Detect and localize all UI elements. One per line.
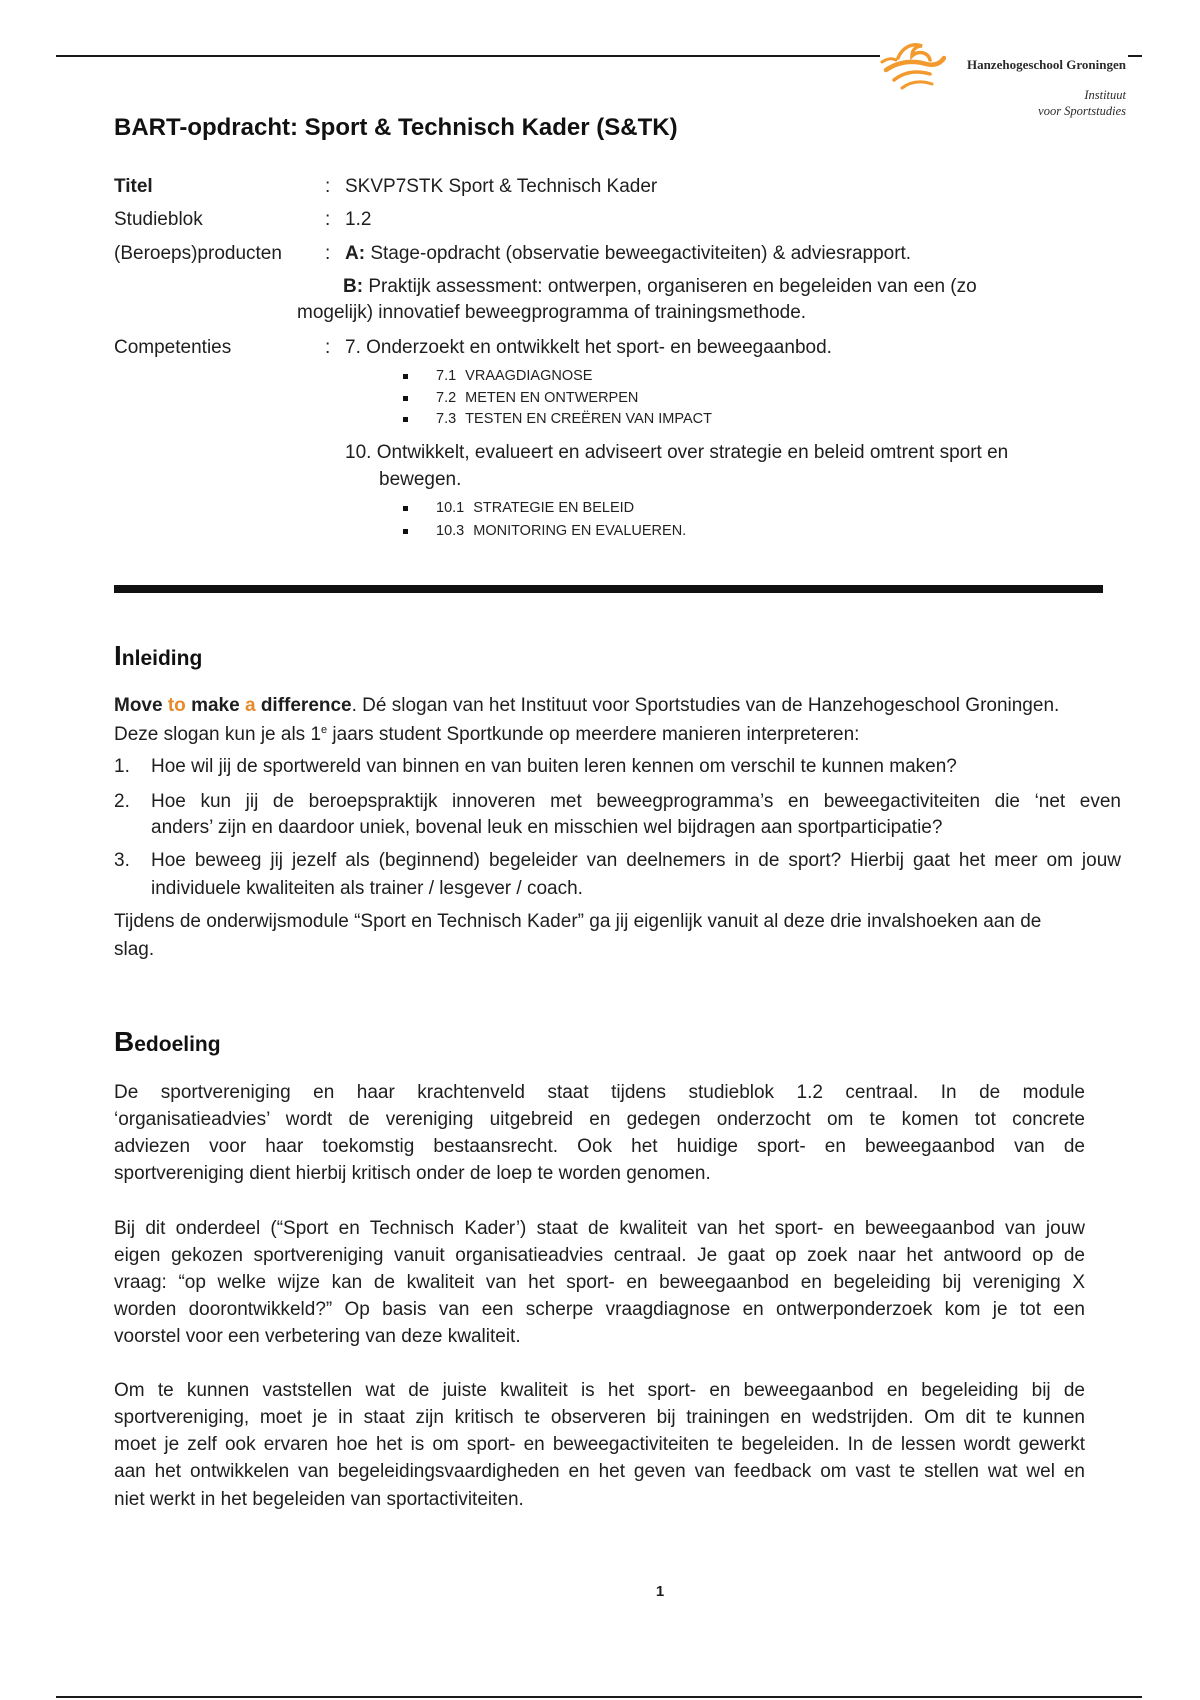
flame-emblem-icon bbox=[880, 36, 946, 94]
intro-line bbox=[114, 721, 859, 748]
list-item-line: individuele kwaliteiten als trainer / lesgever / coach. bbox=[151, 878, 583, 899]
slogan-rest: . Dé slogan van het Instituut voor Sportstudies van de Hanzehogeschool Groningen. bbox=[351, 695, 1060, 716]
meta-label-competenties: Competenties bbox=[114, 337, 232, 358]
square-bullet-icon bbox=[403, 396, 408, 401]
paragraph-line: De sportvereniging en haar krachtenveld staat tijdens studieblok 1.2 centraal. In de module bbox=[114, 1082, 1085, 1103]
meta-value-product-b bbox=[343, 273, 977, 300]
subitem-number: 7.3 bbox=[436, 411, 457, 427]
paragraph-line: sportvereniging dient hierbij kritisch onder de loep te worden genomen. bbox=[114, 1163, 711, 1184]
meta-value-studieblok: 1.2 bbox=[345, 209, 372, 230]
list-item-line: anders’ zijn en daardoor uniek, bovenal leuk en misschien wel bijdragen aan sportparticipatie? bbox=[151, 817, 943, 838]
meta-value-titel: SKVP7STK Sport & Technisch Kader bbox=[345, 176, 658, 197]
section-divider bbox=[114, 585, 1103, 593]
list-number: 2. bbox=[114, 791, 130, 812]
subitem-number: 7.2 bbox=[436, 390, 457, 406]
slogan-word: Move bbox=[114, 695, 168, 716]
paragraph-line: worden doorontwikkeld?” Op basis van een scherpe vraagdiagnose en ontwerponderzoek kom je tot een bbox=[114, 1299, 1085, 1320]
meta-label-titel: Titel bbox=[114, 176, 153, 197]
list-item-line: Hoe beweeg jij jezelf als (beginnend) begeleider van deelnemers in de sport? Hierbij gaat het meer om jouw bbox=[151, 850, 1121, 871]
subitem-number: 10.1 bbox=[436, 500, 465, 516]
subitem-label: TESTEN EN CREËREN VAN IMPACT bbox=[465, 411, 712, 427]
product-a-key: A: bbox=[345, 243, 366, 264]
slogan-accent-word: a bbox=[244, 695, 261, 716]
square-bullet-icon bbox=[403, 417, 408, 422]
subitem-label: STRATEGIE EN BELEID bbox=[473, 500, 635, 516]
paragraph-line: voorstel voor een verbetering van deze kwaliteit. bbox=[114, 1326, 521, 1347]
competence-subitem bbox=[436, 498, 634, 519]
intro-superscript: e bbox=[321, 724, 328, 736]
paragraph-line: Om te kunnen vaststellen wat de juiste kwaliteit is het sport- en beweegaanbod en begeleiding bij de bbox=[114, 1380, 1085, 1401]
meta-value-product-a bbox=[345, 240, 911, 267]
document-title: BART-opdracht: Sport & Technisch Kader (S&TK) bbox=[114, 114, 678, 141]
header-rule bbox=[56, 55, 880, 57]
meta-separator: : bbox=[325, 337, 331, 358]
paragraph-line: vraag: “op welke wijze kan de kwaliteit van het sport- en beweegaanbod en begeleiding bij vereniging X bbox=[114, 1272, 1085, 1293]
meta-label-producten: (Beroeps)producten bbox=[114, 243, 282, 264]
closing-line: slag. bbox=[114, 939, 155, 960]
subitem-label: VRAAGDIAGNOSE bbox=[465, 368, 593, 384]
paragraph-line: adviezen voor haar toekomstig bestaansrecht. Ook het huidige sport- en beweegaanbod van de bbox=[114, 1136, 1085, 1157]
meta-label-studieblok: Studieblok bbox=[114, 209, 203, 230]
paragraph-line: niet werkt in het begeleiden van sportactiviteiten. bbox=[114, 1489, 524, 1510]
square-bullet-icon bbox=[403, 506, 408, 511]
subitem-number: 10.3 bbox=[436, 523, 465, 539]
paragraph-line: Bij dit onderdeel (“Sport en Technisch Kader’) staat de kwaliteit van het sport- en beweegaanbod van jouw bbox=[114, 1218, 1085, 1239]
logo-subtitle-line2: voor Sportstudies bbox=[1038, 104, 1126, 118]
square-bullet-icon bbox=[403, 529, 408, 534]
paragraph-line: eigen gekozen sportvereniging vanuit organisatieadvies centraal. Je gaat op zoek naar het antwoord op de bbox=[114, 1245, 1085, 1266]
competence-heading: 10. Ontwikkelt, evalueert en adviseert over strategie en beleid omtrent sport en bbox=[345, 442, 1009, 463]
product-a-text: Stage-opdracht (observatie beweegactiviteiten) & adviesrapport. bbox=[365, 243, 912, 264]
section-heading-bedoeling: Bedoeling bbox=[114, 1026, 221, 1057]
product-b-text: Praktijk assessment: ontwerpen, organiseren en begeleiden van een (zo bbox=[363, 276, 977, 297]
institute-logo bbox=[880, 30, 1130, 122]
logo-subtitle-line1: Instituut bbox=[1084, 88, 1126, 102]
square-bullet-icon bbox=[403, 374, 408, 379]
meta-value-product-b-continued: mogelijk) innovatief beweegprogramma of trainingsmethode. bbox=[297, 302, 807, 323]
subitem-number: 7.1 bbox=[436, 368, 457, 384]
paragraph-line: moet je zelf ook ervaren hoe het is om sport- en beweegactiviteiten te begeleiden. In de lessen wordt gewerkt bbox=[114, 1434, 1085, 1455]
closing-line: Tijdens de onderwijsmodule “Sport en Technisch Kader” ga jij eigenlijk vanuit al deze drie invalshoeken aan de bbox=[114, 911, 1042, 932]
subitem-label: METEN EN ONTWERPEN bbox=[465, 390, 639, 406]
slogan-line bbox=[114, 692, 1059, 719]
meta-separator: : bbox=[325, 243, 331, 264]
paragraph-line: ‘organisatieadvies’ wordt de vereniging uitgebreid en gedegen onderzocht om te komen tot concrete bbox=[114, 1109, 1085, 1130]
list-number: 1. bbox=[114, 756, 130, 777]
meta-separator: : bbox=[325, 209, 331, 230]
list-item-line: Hoe wil jij de sportwereld van binnen en van buiten leren kennen om verschil te kunnen maken? bbox=[151, 756, 957, 777]
competence-subitem bbox=[436, 521, 686, 542]
slogan-word: make bbox=[191, 695, 245, 716]
intro-text: jaars student Sportkunde op meerdere manieren interpreteren: bbox=[327, 724, 860, 745]
intro-text: Deze slogan kun je als 1 bbox=[114, 724, 322, 745]
list-number: 3. bbox=[114, 850, 130, 871]
paragraph-line: aan het ontwikkelen van begeleidingsvaardigheden en het geven van feedback om vast te stellen wat wel en bbox=[114, 1461, 1085, 1482]
competence-heading: 7. Onderzoekt en ontwikkelt het sport- en beweegaanbod. bbox=[345, 337, 832, 358]
subitem-label: MONITORING EN EVALUEREN. bbox=[473, 523, 687, 539]
slogan-word: difference bbox=[260, 695, 352, 716]
product-b-key: B: bbox=[343, 276, 364, 297]
paragraph-line: sportvereniging, moet je in staat zijn kritisch te observeren bij trainingen en wedstrijden. Om dit te kunnen bbox=[114, 1407, 1085, 1428]
competence-subitem bbox=[436, 366, 592, 387]
logo-name: Hanzehogeschool Groningen bbox=[966, 57, 1126, 72]
competence-subitem bbox=[436, 388, 638, 409]
competence-heading-continued: bewegen. bbox=[379, 469, 462, 490]
competence-subitem bbox=[436, 409, 712, 430]
header-rule-right bbox=[1128, 55, 1142, 57]
list-item-line: Hoe kun jij de beroepspraktijk innoveren met beweegprogramma’s en beweegactiviteiten die ‘net even bbox=[151, 791, 1121, 812]
slogan-accent-word: to bbox=[167, 695, 192, 716]
meta-separator: : bbox=[325, 176, 331, 197]
section-heading-inleiding: Inleiding bbox=[114, 640, 203, 671]
footer-rule bbox=[56, 1696, 1142, 1698]
page-number: 1 bbox=[655, 1583, 665, 1600]
